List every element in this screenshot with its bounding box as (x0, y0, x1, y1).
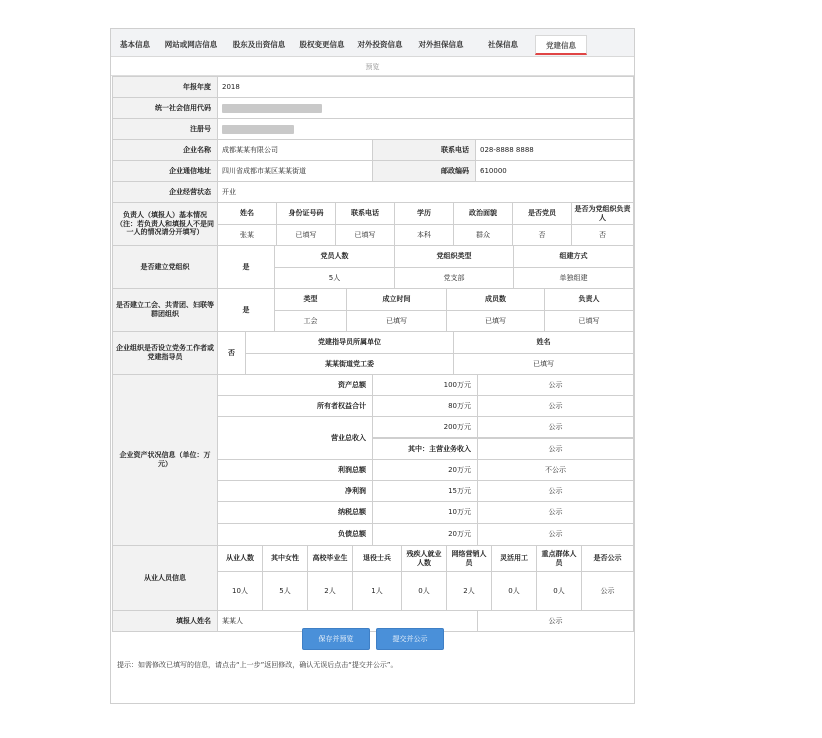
finance-public: 公示 (477, 523, 634, 546)
finance-amount: 100万元 (372, 374, 478, 396)
staff-header: 是否公示 (581, 545, 634, 572)
staff-value: 5人 (262, 571, 308, 611)
resp-header: 是否为党组织负责人 (571, 202, 634, 225)
staff-header: 退役士兵 (352, 545, 402, 572)
resp-value: 已填写 (335, 224, 395, 246)
label-party-org: 是否建立党组织 (112, 245, 218, 289)
party-org-value: 5人 (274, 267, 395, 289)
label-reg-no: 注册号 (112, 118, 218, 140)
redacted-block (222, 104, 322, 113)
tab-investment[interactable]: 对外投资信息 (357, 40, 403, 49)
finance-amount: 20万元 (372, 459, 478, 481)
mass-org-header: 类型 (274, 288, 347, 311)
tab-bar (111, 29, 634, 57)
party-org-answer: 是 (217, 245, 275, 289)
mass-org-value: 工会 (274, 310, 347, 332)
resp-header: 身份证号码 (276, 202, 336, 225)
value-year: 2018 (217, 76, 634, 98)
party-org-header: 组建方式 (513, 245, 634, 268)
resp-header: 联系电话 (335, 202, 395, 225)
staff-header: 其中女性 (262, 545, 308, 572)
tab-website-info[interactable]: 网站或网店信息 (164, 40, 218, 49)
finance-public: 不公示 (477, 459, 634, 481)
value-reg-no (217, 118, 634, 140)
redacted-block (222, 125, 294, 134)
label-responsible-person: 负责人（填报人）基本情况（注：若负责人和填报人不是同一人的情况请分开填写） (112, 202, 218, 246)
party-org-header: 党组织类型 (394, 245, 514, 268)
resp-value: 本科 (394, 224, 454, 246)
party-instructor-value: 某某街道党工委 (245, 353, 454, 375)
finance-label: 负债总额 (217, 523, 373, 546)
finance-amount: 15万元 (372, 480, 478, 502)
finance-label: 纳税总额 (217, 501, 373, 524)
staff-value: 2人 (307, 571, 353, 611)
label-party-instructor: 企业组织是否设立党务工作者或党建指导员 (112, 331, 218, 375)
resp-header: 政治面貌 (453, 202, 513, 225)
save-preview-button[interactable]: 保存并预览 (302, 628, 370, 650)
label-phone: 联系电话 (372, 139, 476, 161)
label-zip: 邮政编码 (372, 160, 476, 182)
label-address: 企业通信地址 (112, 160, 218, 182)
mass-org-header: 负责人 (544, 288, 634, 311)
finance-public: 公示 (477, 438, 634, 460)
tab-basic-info[interactable]: 基本信息 (120, 40, 150, 49)
mass-org-header: 成立时间 (346, 288, 447, 311)
tab-party-building[interactable]: 党建信息 (535, 35, 587, 55)
party-instructor-header: 姓名 (453, 331, 634, 354)
staff-header: 重点群体人员 (536, 545, 582, 572)
party-org-value: 党支部 (394, 267, 514, 289)
tab-social-security[interactable]: 社保信息 (488, 40, 518, 49)
finance-amount: 10万元 (372, 501, 478, 524)
label-mass-org: 是否建立工会、共青团、妇联等群团组织 (112, 288, 218, 332)
resp-value: 否 (512, 224, 572, 246)
finance-public: 公示 (477, 480, 634, 502)
label-company-name: 企业名称 (112, 139, 218, 161)
submit-publish-button[interactable]: 提交并公示 (376, 628, 444, 650)
label-year: 年报年度 (112, 76, 218, 98)
finance-sub-label: 其中：主营业务收入 (372, 438, 478, 460)
finance-label: 营业总收入 (217, 416, 373, 460)
mass-org-value: 已填写 (544, 310, 634, 332)
finance-public: 公示 (477, 501, 634, 524)
staff-value: 公示 (581, 571, 634, 611)
mass-org-header: 成员数 (446, 288, 545, 311)
mass-org-answer: 是 (217, 288, 275, 332)
label-credit-code: 统一社会信用代码 (112, 97, 218, 119)
value-company-name: 成都某某有限公司 (217, 139, 373, 161)
staff-value: 10人 (217, 571, 263, 611)
finance-label: 所有者权益合计 (217, 395, 373, 417)
footer-note: 提示：如需修改已填写的信息，请点击“上一步”返回修改，确认无误后点击“提交并公示”。 (117, 661, 398, 669)
tab-shareholder-info[interactable]: 股东及出资信息 (232, 40, 286, 49)
finance-public: 公示 (477, 374, 634, 396)
value-filler-name: 某某人 (217, 610, 478, 632)
finance-amount: 20万元 (372, 523, 478, 546)
staff-header: 高校毕业生 (307, 545, 353, 572)
mass-org-value: 已填写 (346, 310, 447, 332)
staff-value: 0人 (536, 571, 582, 611)
preview-header: 预览 (111, 58, 634, 76)
finance-label: 利润总额 (217, 459, 373, 481)
label-finance: 企业资产状况信息（单位：万元） (112, 374, 218, 546)
resp-header: 姓名 (217, 202, 277, 225)
finance-public: 公示 (477, 395, 634, 417)
resp-value: 否 (571, 224, 634, 246)
party-org-header: 党员人数 (274, 245, 395, 268)
finance-label: 净利润 (217, 480, 373, 502)
staff-value: 0人 (401, 571, 447, 611)
party-org-value: 单独组建 (513, 267, 634, 289)
mass-org-value: 已填写 (446, 310, 545, 332)
tab-equity-change[interactable]: 股权变更信息 (299, 40, 345, 49)
tab-guarantee[interactable]: 对外担保信息 (418, 40, 464, 49)
resp-value: 张某 (217, 224, 277, 246)
party-instructor-answer: 否 (217, 331, 246, 375)
value-phone: 028-8888 8888 (475, 139, 634, 161)
staff-value: 1人 (352, 571, 402, 611)
party-instructor-header: 党建指导员所属单位 (245, 331, 454, 354)
finance-label: 资产总额 (217, 374, 373, 396)
finance-public: 公示 (477, 416, 634, 438)
party-instructor-value: 已填写 (453, 353, 634, 375)
value-credit-code (217, 97, 634, 119)
finance-amount: 80万元 (372, 395, 478, 417)
label-staff: 从业人员信息 (112, 545, 218, 611)
staff-header: 残疾人就业人数 (401, 545, 447, 572)
resp-value: 已填写 (276, 224, 336, 246)
staff-header: 从业人数 (217, 545, 263, 572)
resp-value: 群众 (453, 224, 513, 246)
staff-value: 0人 (491, 571, 537, 611)
label-filler-name: 填报人姓名 (112, 610, 218, 632)
value-filler-public: 公示 (477, 610, 634, 632)
finance-amount: 200万元 (372, 416, 478, 438)
label-status: 企业经营状态 (112, 181, 218, 203)
staff-header: 网络营销人员 (446, 545, 492, 572)
value-zip: 610000 (475, 160, 634, 182)
value-status: 开业 (217, 181, 634, 203)
staff-header: 灵活用工 (491, 545, 537, 572)
resp-header: 学历 (394, 202, 454, 225)
staff-value: 2人 (446, 571, 492, 611)
value-address: 四川省成都市某区某某街道 (217, 160, 373, 182)
resp-header: 是否党员 (512, 202, 572, 225)
